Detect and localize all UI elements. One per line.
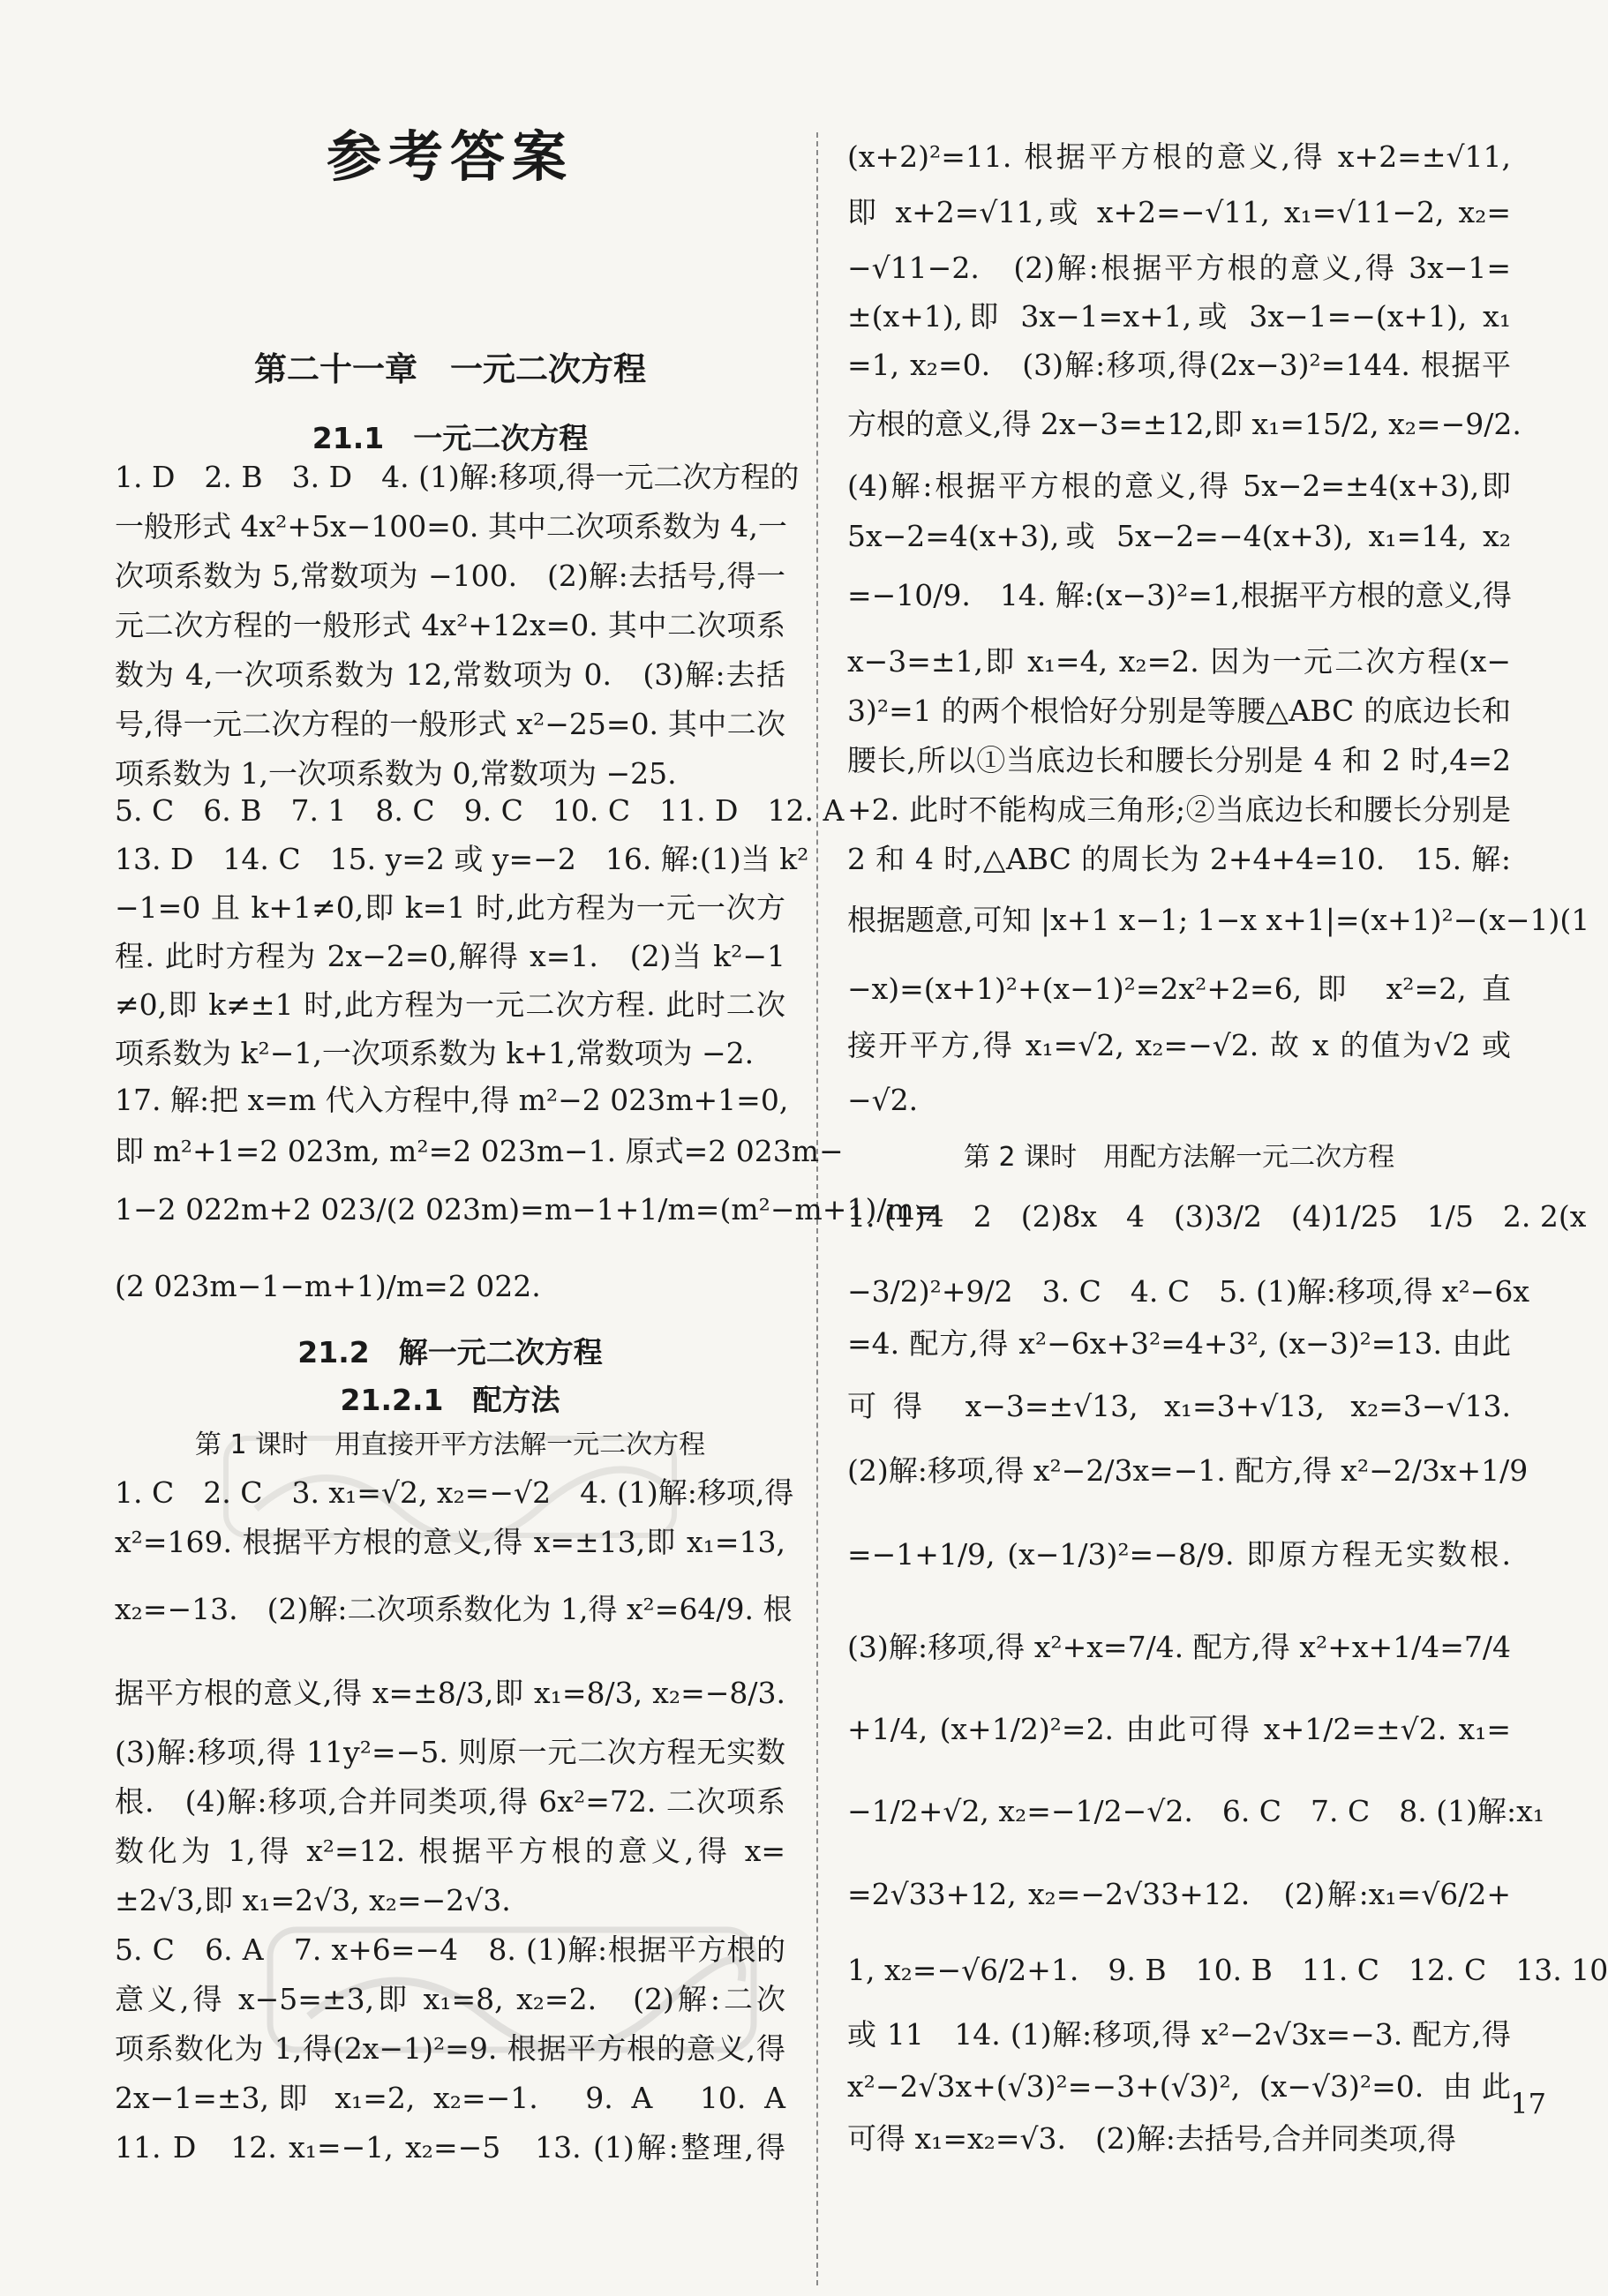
- text-line: −x)=(x+1)²+(x−1)²=2x²+2=6,即 x²=2,直: [847, 972, 1511, 1006]
- text-line: =1, x₂=0. (3)解:移项,得(2x−3)²=144. 根据平: [847, 348, 1511, 382]
- page-number: 17: [1510, 2087, 1546, 2120]
- text-line: x₂=−13. (2)解:二次项系数化为 1,得 x²=64/9. 根: [115, 1592, 793, 1626]
- text-line: x²=169. 根据平方根的意义,得 x=±13,即 x₁=13,: [115, 1525, 785, 1559]
- text-line: 意义,得 x−5=±3,即 x₁=8, x₂=2. (2)解:二次: [115, 1982, 785, 2016]
- text-line: 可得 x₁=x₂=√3. (2)解:去括号,合并同类项,得: [847, 2121, 1456, 2156]
- text-line: −√2.: [847, 1083, 919, 1117]
- text-line: 项系数化为 1,得(2x−1)²=9. 根据平方根的意义,得: [115, 2031, 785, 2066]
- text-line: x²−2√3x+(√3)²=−3+(√3)², (x−√3)²=0. 由此: [847, 2069, 1511, 2104]
- text-line: −1=0 且 k+1≠0,即 k=1 时,此方程为一元一次方: [115, 890, 785, 925]
- text-line: 1. (1)4 2 (2)8x 4 (3)3/2 (4)1/25 1/5 2. 2(x: [847, 1199, 1587, 1234]
- text-line: 1−2 022m+2 023/(2 023m)=m−1+1/m=(m²−m+1)/m=: [115, 1192, 939, 1227]
- text-line: 号,得一元二次方程的一般形式 x²−25=0. 其中二次: [115, 707, 785, 741]
- chapter-heading: 第二十一章 一元二次方程: [254, 350, 646, 388]
- text-line: 程. 此时方程为 2x−2=0,解得 x=1. (2)当 k²−1: [115, 939, 785, 973]
- text-line: 根. (4)解:移项,合并同类项,得 6x²=72. 二次项系: [115, 1784, 785, 1819]
- text-line: ±2√3,即 x₁=2√3, x₂=−2√3.: [115, 1883, 511, 1917]
- text-line: 接开平方,得 x₁=√2, x₂=−√2. 故 x 的值为√2 或: [847, 1028, 1511, 1062]
- text-line: 2 和 4 时,△ABC 的周长为 2+4+4=10. 15. 解:: [847, 842, 1511, 876]
- text-line: 2x−1=±3,即 x₁=2, x₂=−1. 9. A 10. A: [115, 2081, 785, 2115]
- section-heading-21-2: 21.2 解一元二次方程: [297, 1335, 603, 1369]
- text-line: =4. 配方,得 x²−6x+3²=4+3², (x−3)²=13. 由此: [847, 1326, 1511, 1361]
- text-line: 数为 4,一次项系数为 12,常数项为 0. (3)解:去括: [115, 657, 785, 692]
- text-line: (3)解:移项,得 11y²=−5. 则原一元二次方程无实数: [115, 1735, 785, 1769]
- text-line: 1, x₂=−√6/2+1. 9. B 10. B 11. C 12. C 13. 10: [847, 1953, 1608, 1987]
- text-line: =2√33+12, x₂=−2√33+12. (2)解:x₁=√6/2+: [847, 1877, 1511, 1911]
- text-line: +2. 此时不能构成三角形;②当底边长和腰长分别是: [847, 792, 1511, 827]
- text-line: (x+2)²=11. 根据平方根的意义,得 x+2=±√11,: [847, 139, 1511, 174]
- text-line: 1. C 2. C 3. x₁=√2, x₂=−√2 4. (1)解:移项,得: [115, 1475, 794, 1510]
- text-line: 1. D 2. B 3. D 4. (1)解:移项,得一元二次方程的: [115, 460, 800, 494]
- text-line: 5. C 6. A 7. x+6=−4 8. (1)解:根据平方根的: [115, 1932, 785, 1967]
- text-line: (2 023m−1−m+1)/m=2 022.: [115, 1269, 541, 1303]
- text-line: x−3=±1,即 x₁=4, x₂=2. 因为一元二次方程(x−: [847, 644, 1511, 679]
- text-line: =−1+1/9, (x−1/3)²=−8/9. 即原方程无实数根.: [847, 1537, 1511, 1572]
- text-line: −√11−2. (2)解:根据平方根的意义,得 3x−1=: [847, 251, 1511, 285]
- text-line: −1/2+√2, x₂=−1/2−√2. 6. C 7. C 8. (1)解:x₁: [847, 1794, 1544, 1828]
- lesson-heading-2: 第 2 课时 用配方法解一元二次方程: [963, 1142, 1395, 1173]
- text-line: 腰长,所以①当底边长和腰长分别是 4 和 2 时,4=2: [847, 743, 1511, 777]
- text-line: 5. C 6. B 7. 1 8. C 9. C 10. C 11. D 12. A: [115, 793, 845, 828]
- text-line: 项系数为 1,一次项系数为 0,常数项为 −25.: [115, 756, 677, 791]
- text-line: 方根的意义,得 2x−3=±12,即 x₁=15/2, x₂=−9/2.: [847, 407, 1522, 441]
- text-line: ≠0,即 k≠±1 时,此方程为一元二次方程. 此时二次: [115, 987, 785, 1022]
- text-line: 据平方根的意义,得 x=±8/3,即 x₁=8/3, x₂=−8/3.: [115, 1676, 785, 1710]
- text-line: 17. 解:把 x=m 代入方程中,得 m²−2 023m+1=0,: [115, 1083, 789, 1117]
- text-line: 一般形式 4x²+5x−100=0. 其中二次项系数为 4,一: [115, 509, 787, 544]
- text-line: 3)²=1 的两个根恰好分别是等腰△ABC 的底边长和: [847, 694, 1511, 728]
- text-line: 13. D 14. C 15. y=2 或 y=−2 16. 解:(1)当 k²: [115, 842, 809, 876]
- text-line: 项系数为 k²−1,一次项系数为 k+1,常数项为 −2.: [115, 1036, 755, 1070]
- section-heading-21-1: 21.1 一元二次方程: [312, 421, 589, 455]
- text-line: 次项系数为 5,常数项为 −100. (2)解:去括号,得一: [115, 559, 785, 593]
- text-line: 元二次方程的一般形式 4x²+12x=0. 其中二次项系: [115, 608, 785, 642]
- watermark-stamp: [221, 1429, 680, 1544]
- text-line: 5x−2=4(x+3),或 5x−2=−4(x+3), x₁=14, x₂: [847, 519, 1511, 553]
- text-line: 数化为 1,得 x²=12. 根据平方根的意义,得 x=: [115, 1834, 785, 1868]
- text-line: 根据题意,可知 |x+1 x−1; 1−x x+1|=(x+1)²−(x−1)(1: [847, 903, 1590, 937]
- text-line: 可得 x−3=±√13, x₁=3+√13, x₂=3−√13.: [847, 1389, 1511, 1423]
- text-line: 或 11 14. (1)解:移项,得 x²−2√3x=−3. 配方,得: [847, 2017, 1511, 2052]
- lesson-heading-1: 第 1 课时 用直接开平方法解一元二次方程: [194, 1429, 706, 1460]
- watermark-logo: [265, 1919, 759, 2060]
- text-line: =−10/9. 14. 解:(x−3)²=1,根据平方根的意义,得: [847, 578, 1512, 612]
- subsection-heading-21-2-1: 21.2.1 配方法: [340, 1383, 560, 1417]
- text-line: (2)解:移项,得 x²−2/3x=−1. 配方,得 x²−2/3x+1/9: [847, 1453, 1529, 1488]
- text-line: ±(x+1),即 3x−1=x+1,或 3x−1=−(x+1), x₁: [847, 299, 1511, 334]
- text-line: 即 m²+1=2 023m, m²=2 023m−1. 原式=2 023m−: [115, 1134, 844, 1168]
- text-line: (4)解:根据平方根的意义,得 5x−2=±4(x+3),即: [847, 469, 1511, 503]
- text-line: (3)解:移项,得 x²+x=7/4. 配方,得 x²+x+1/4=7/4: [847, 1630, 1511, 1664]
- text-line: +1/4, (x+1/2)²=2. 由此可得 x+1/2=±√2. x₁=: [847, 1712, 1511, 1746]
- text-line: 即 x+2=√11,或 x+2=−√11, x₁=√11−2, x₂=: [847, 195, 1511, 229]
- text-line: −3/2)²+9/2 3. C 4. C 5. (1)解:移项,得 x²−6x: [847, 1274, 1529, 1309]
- page-title: 参考答案: [326, 124, 574, 189]
- text-line: 11. D 12. x₁=−1, x₂=−5 13. (1)解:整理,得: [115, 2130, 785, 2165]
